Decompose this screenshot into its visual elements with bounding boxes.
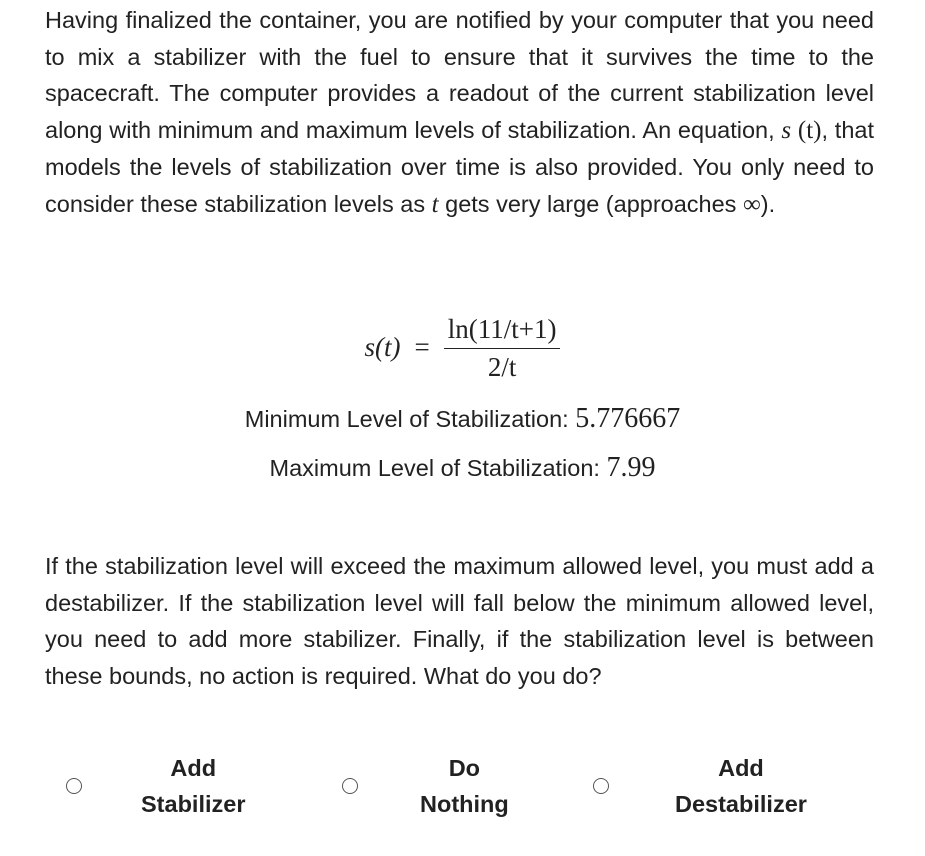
math-arg: (t): [797, 116, 822, 144]
option-add-destabilizer-line1: Add: [718, 755, 764, 781]
maximum-level: [0, 452, 925, 484]
option-do-nothing-line2: Nothing: [420, 791, 509, 817]
equation-equals: =: [414, 332, 430, 362]
radio-add-stabilizer[interactable]: [66, 778, 82, 794]
infinity-symbol: ∞: [742, 190, 761, 218]
equation-numerator: ln(11/t+1): [444, 312, 561, 349]
equation-lhs: s(t): [364, 332, 401, 362]
equation-fraction: [444, 312, 561, 383]
option-do-nothing[interactable]: [342, 750, 509, 822]
option-do-nothing-line1: Do: [448, 755, 481, 781]
maximum-level-label: Maximum Level of Stabilization:: [269, 455, 600, 481]
intro-text-2: , that models the levels of stabilization over time is also provided. You only need to consider these stabilization levels as: [45, 116, 874, 217]
intro-text-1: Having finalized the container, you are notified by your computer that you need to mix a stabilizer with the fuel to ensure that it survives the time to the spacecraft. The computer provides a readout of the current stabilization level along with minimum and maximum levels of stabilization. An equation,: [45, 7, 874, 143]
option-add-stabilizer-line1: Add: [170, 755, 217, 781]
intro-text-4: ).: [760, 190, 776, 217]
math-t: t: [431, 190, 439, 218]
option-add-destabilizer-label: [675, 750, 807, 822]
math-s: s: [781, 116, 792, 144]
minimum-level: [0, 403, 925, 435]
option-add-stabilizer-label: [141, 750, 245, 822]
option-add-destabilizer[interactable]: [593, 750, 807, 822]
question-paragraph: If the stabilization level will exceed the maximum allowed level, you must add a destabilizer. If the stabilization level will fall below the minimum allowed level, you need to add more stabilizer. Finally, if the stabilization level is between these bounds, no action is required. What do you do?: [45, 553, 874, 689]
option-add-destabilizer-line2: Destabilizer: [675, 791, 807, 817]
maximum-level-value: 7.99: [606, 452, 656, 483]
minimum-level-label: Minimum Level of Stabilization:: [244, 406, 569, 432]
option-do-nothing-label: [420, 750, 509, 822]
intro-paragraph: [45, 2, 874, 223]
intro-text-3: gets very large (approaches: [445, 190, 737, 217]
radio-add-destabilizer[interactable]: [593, 778, 609, 794]
minimum-level-value: 5.776667: [575, 403, 681, 434]
option-add-stabilizer[interactable]: [66, 750, 245, 822]
option-add-stabilizer-line2: Stabilizer: [141, 791, 246, 817]
stabilization-equation: [0, 312, 925, 383]
radio-do-nothing[interactable]: [342, 778, 358, 794]
equation-denominator: 2/t: [487, 352, 517, 382]
